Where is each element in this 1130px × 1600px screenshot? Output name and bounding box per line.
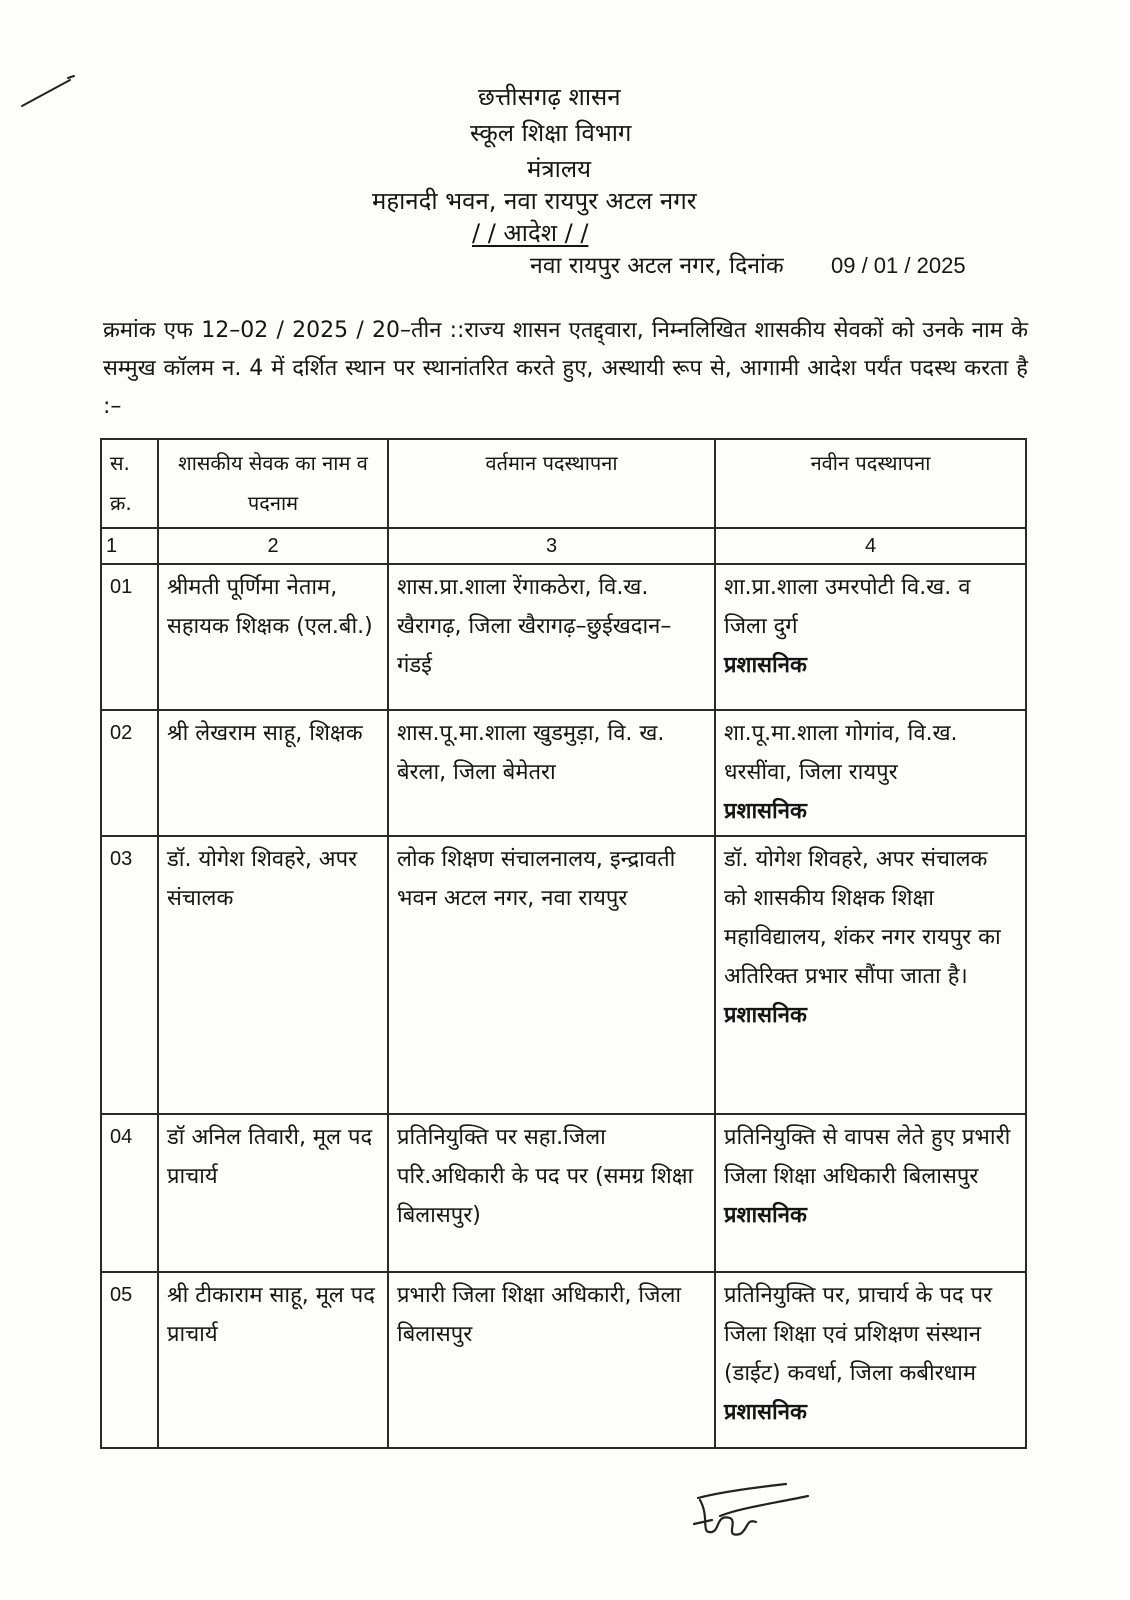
serial-number: 01	[101, 564, 158, 710]
serial-number: 02	[101, 710, 158, 836]
table-row	[101, 1114, 1026, 1272]
employee-name: डॉ. योगेश शिवहरे, अपर संचालक	[158, 836, 388, 1114]
table-header-row	[101, 439, 1026, 528]
current-posting: शास.प्रा.शाला रेंगाकठेरा, वि.ख. खैरागढ़, जिला खैरागढ़–छुईखदान–गंडई	[388, 564, 715, 710]
transfer-table	[100, 438, 1027, 1449]
col-number: 2	[158, 528, 388, 564]
new-posting-cell	[715, 564, 1026, 710]
header-current-posting: वर्तमान पदस्थापना	[388, 439, 715, 528]
employee-name: श्रीमती पूर्णिमा नेताम, सहायक शिक्षक (एल.बी.)	[158, 564, 388, 710]
table-row	[101, 836, 1026, 1114]
employee-name: श्री टीकाराम साहू, मूल पद प्राचार्य	[158, 1272, 388, 1448]
new-posting: शा.प्रा.शाला उमरपोटी वि.ख. व जिला दुर्ग	[724, 575, 971, 639]
new-posting: प्रतिनियुक्ति पर, प्राचार्य के पद पर जिला शिक्षा एवं प्रशिक्षण संस्थान (डाईट) कवर्धा, जिला कबीरधाम	[724, 1283, 993, 1386]
col-number: 3	[388, 528, 715, 564]
new-posting-cell	[715, 1272, 1026, 1448]
current-posting: प्रभारी जिला शिक्षा अधिकारी, जिला बिलासपुर	[388, 1272, 715, 1448]
transfer-type: प्रशासनिक	[724, 799, 807, 824]
header-serial: स. क्र.	[101, 439, 158, 528]
col-number: 4	[715, 528, 1026, 564]
transfer-type: प्रशासनिक	[724, 1003, 807, 1028]
new-posting-cell	[715, 1114, 1026, 1272]
new-posting: डॉ. योगेश शिवहरे, अपर संचालक को शासकीय शिक्षक शिक्षा महाविद्यालय, शंकर नगर रायपुर का अतिरिक्त प्रभार सौंपा जाता है।	[724, 847, 1001, 989]
current-posting: प्रतिनियुक्ति पर सहा.जिला परि.अधिकारी के पद पर (समग्र शिक्षा बिलासपुर)	[388, 1114, 715, 1272]
header-name: शासकीय सेवक का नाम व पदनाम	[158, 439, 388, 528]
table-row	[101, 710, 1026, 836]
transfer-type: प्रशासनिक	[724, 1203, 807, 1228]
new-posting: शा.पू.मा.शाला गोगांव, वि.ख. धरसींवा, जिला रायपुर	[724, 721, 958, 785]
table-row	[101, 1272, 1026, 1448]
employee-name: श्री लेखराम साहू, शिक्षक	[158, 710, 388, 836]
handwritten-signature	[690, 1468, 820, 1568]
employee-name: डॉ अनिल तिवारी, मूल पद प्राचार्य	[158, 1114, 388, 1272]
order-date: 09 / 01 / 2025	[831, 253, 966, 278]
new-posting-cell	[715, 836, 1026, 1114]
transfer-type: प्रशासनिक	[724, 653, 807, 678]
ministry-name: मंत्रालय	[527, 155, 592, 183]
transfer-type: प्रशासनिक	[724, 1400, 807, 1425]
department-name: स्कूल शिक्षा विभाग	[470, 119, 632, 147]
new-posting-cell	[715, 710, 1026, 836]
place-date-line	[530, 248, 966, 280]
order-intro-paragraph: क्रमांक एफ 12–02 / 2025 / 20–तीन ::राज्य शासन एतद्द्वारा, निम्नलिखित शासकीय सेवकों को उनके नाम के सम्मुख कॉलम न. 4 में दर्शित स्थान पर स्थानांतरित करते हुए, अस्थायी रूप से, आगामी आदेश पर्यंत पदस्थ करता है :–	[103, 318, 1028, 419]
place-date-label: नवा रायपुर अटल नगर, दिनांक	[530, 253, 784, 279]
govt-name: छत्तीसगढ़ शासन	[478, 83, 621, 111]
current-posting: शास.पू.मा.शाला खुडमुड़ा, वि. ख. बेरला, जिला बेमेतरा	[388, 710, 715, 836]
table-row	[101, 564, 1026, 710]
address-line: महानदी भवन, नवा रायपुर अटल नगर	[372, 187, 697, 215]
header-new-posting: नवीन पदस्थापना	[715, 439, 1026, 528]
serial-number: 05	[101, 1272, 158, 1448]
current-posting: लोक शिक्षण संचालनालय, इन्द्रावती भवन अटल नगर, नवा रायपुर	[388, 836, 715, 1114]
new-posting: प्रतिनियुक्ति से वापस लेते हुए प्रभारी जिला शिक्षा अधिकारी बिलासपुर	[724, 1125, 1011, 1189]
serial-number: 04	[101, 1114, 158, 1272]
col-number: 1	[101, 528, 158, 564]
order-title: / / आदेश / /	[472, 219, 589, 247]
serial-number: 03	[101, 836, 158, 1114]
column-number-row	[101, 528, 1026, 564]
pen-tick-mark	[18, 72, 78, 112]
